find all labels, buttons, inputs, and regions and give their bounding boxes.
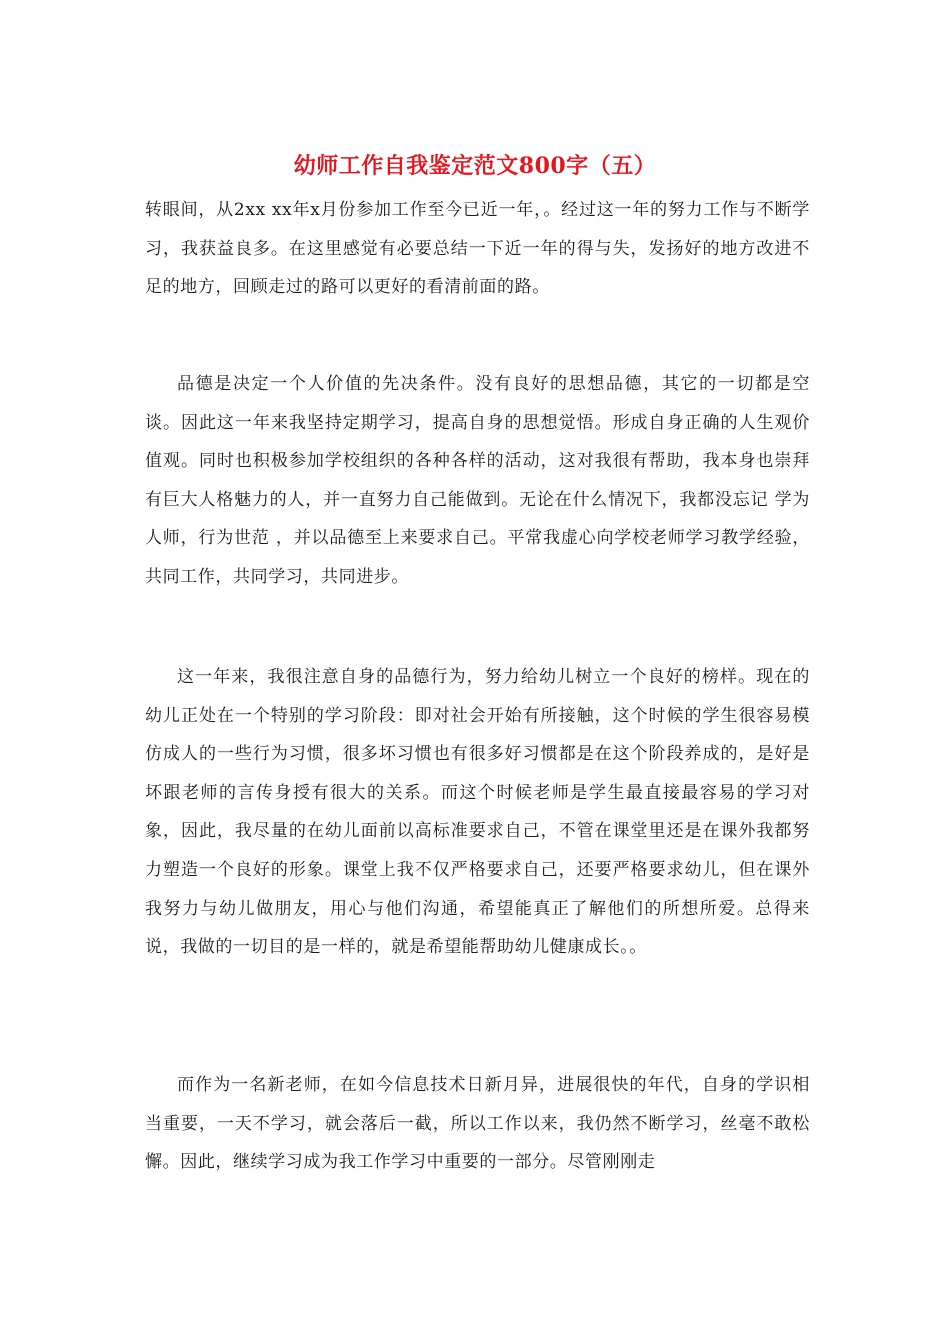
paragraph-continuous-learning: 而作为一名新老师，在如今信息技术日新月异，进展很快的年代，自身的学识相当重要，一天不学习，就会落后一截，所以工作以来，我仍然不断学习，丝毫不敢松懈。因此，继续学习成为我工作学习中重要的一部分。尽管刚刚走 bbox=[145, 1075, 810, 1173]
paragraph-role-model: 这一年来，我很注意自身的品德行为，努力给幼儿树立一个良好的榜样。现在的幼儿正处在一个特别的学习阶段：即对社会开始有所接触，这个时候的学生很容易模仿成人的一些行为习惯，很多坏习惯也有很多好习惯都是在这个阶段养成的，是好是坏跟老师的言传身授有很大的关系。而这个时候老师是学生最直接最容易的学习对象，因此，我尽量的在幼儿面前以高标准要求自己，不管在课堂里还是在课外我都努力塑造一个良好的形象。课堂上我不仅严格要求自己，还要严格要求幼儿，但在课外我努力与幼儿做朋友，用心与他们沟通，希望能真正了解他们的所想所爱。总得来说，我做的一切目的是一样的，就是希望能帮助幼儿健康成长。。 bbox=[145, 667, 810, 958]
paragraph-intro: 转眼间，从2xx xx年x月份参加工作至今已近一年，。经过这一年的努力工作与不断学习，我获益良多。在这里感觉有必要总结一下近一年的得与失，发扬好的地方改进不足的地方，回顾走过的路可以更好的看清前面的路。 bbox=[145, 200, 810, 298]
document-title: 幼师工作自我鉴定范文800字（五） bbox=[293, 153, 657, 179]
paragraph-moral-character: 品德是决定一个人价值的先决条件。没有良好的思想品德，其它的一切都是空谈。因此这一年来我坚持定期学习，提高自身的思想觉悟。形成自身正确的人生观价值观。同时也积极参加学校组织的各种各样的活动，这对我很有帮助，我本身也崇拜有巨大人格魅力的人，并一直努力自己能做到。无论在什么情况下，我都没忘记 学为人师，行为世范 ，并以品德至上来要求自己。平常我虚心向学校老师学习教学经验，共同工作，共同学习，共同进步。 bbox=[145, 374, 810, 587]
